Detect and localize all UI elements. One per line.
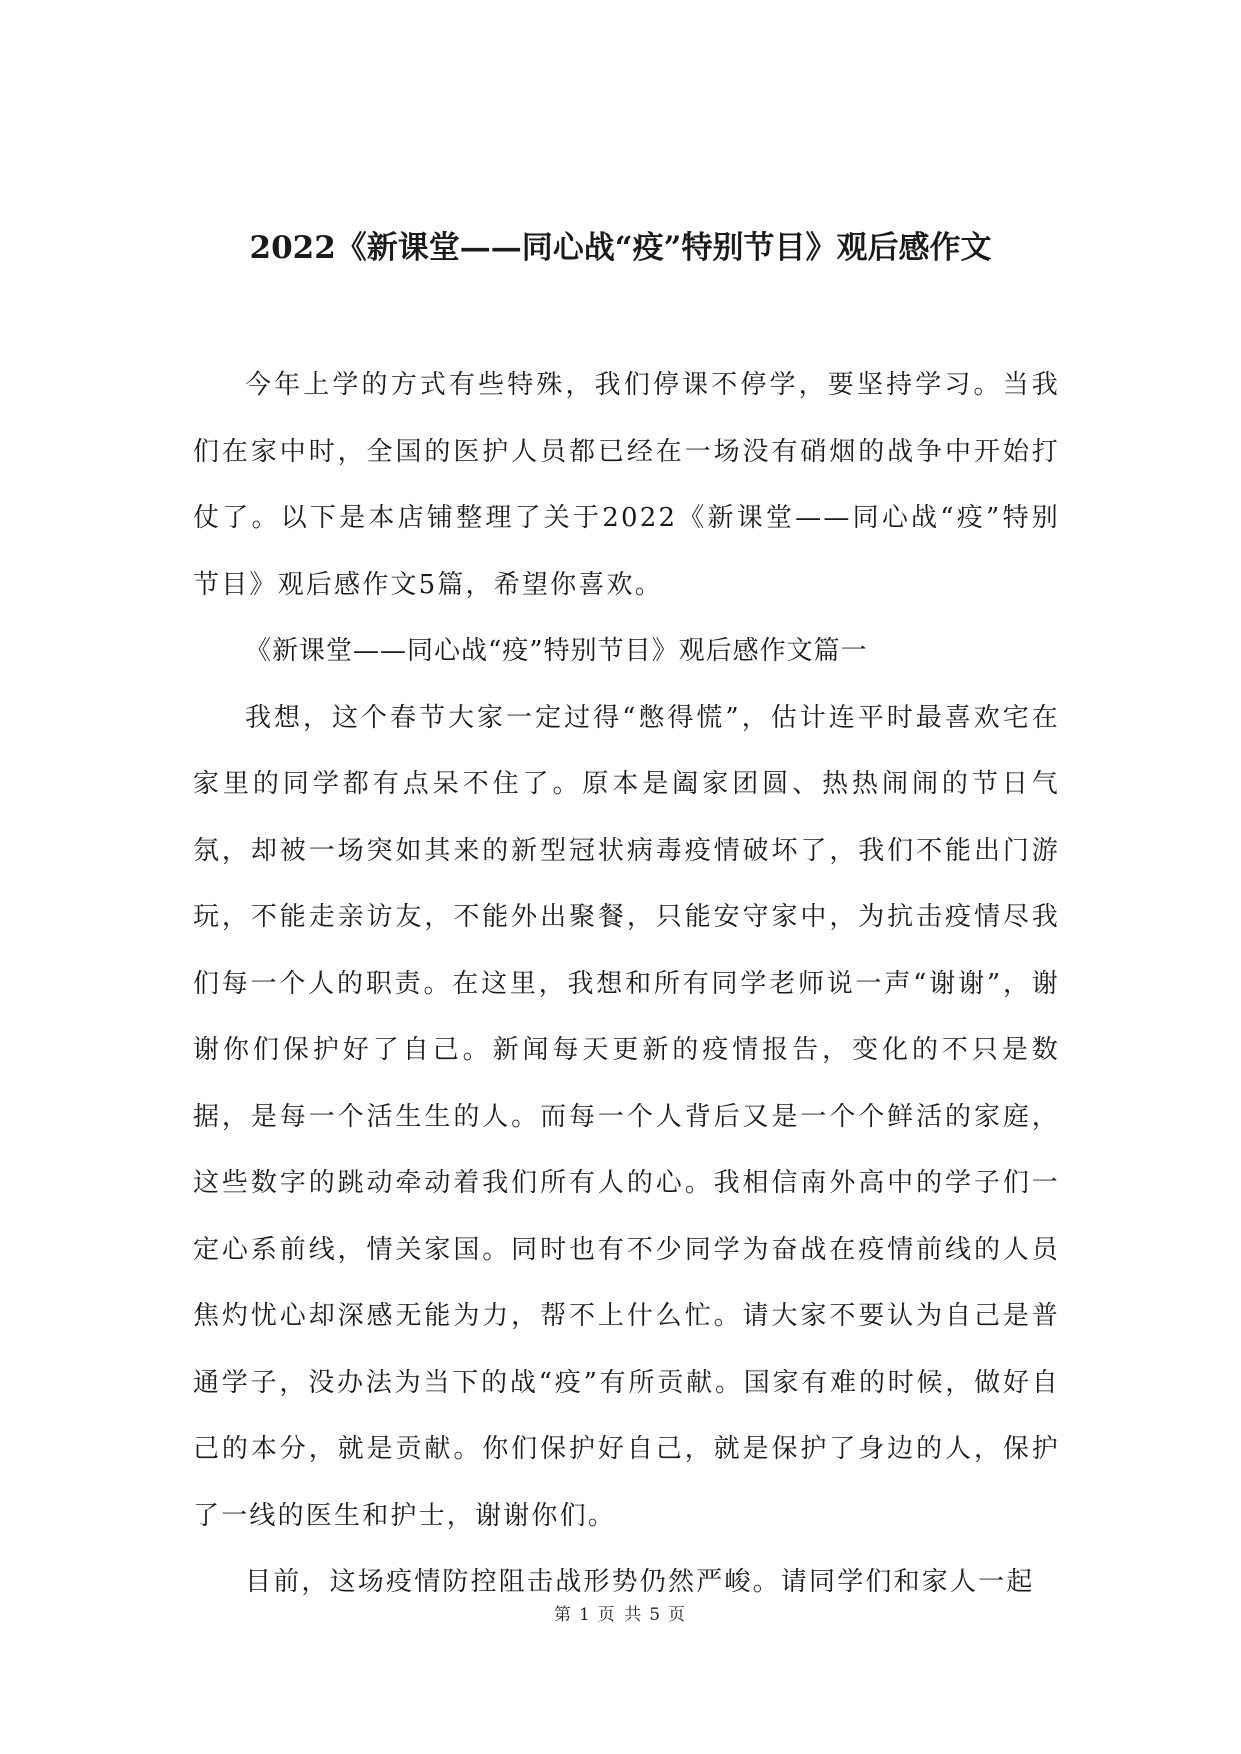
footer-total-pages: 5 <box>649 1605 663 1625</box>
footer-middle: 页 共 <box>597 1605 644 1625</box>
paragraph-body: 我想，这个春节大家一定过得“憋得慌”，估计连平时最喜欢宅在家里的同学都有点呆不住了。原本是阖家团圆、热热闹闹的节日气氛，却被一场突如其来的新型冠状病毒疫情破坏了，我们不能出门游玩，不能走亲访友，不能外出聚餐，只能安守家中，为抗击疫情尽我们每一个人的职责。在这里，我想和所有同学老师说一声“谢谢”，谢谢你们保护好了自己。新闻每天更新的疫情报告，变化的不只是数据，是每一个活生生的人。而每一个人背后又是一个个鲜活的家庭，这些数字的跳动牵动着我们所有人的心。我相信南外高中的学子们一定心系前线，情关家国。同时也有不少同学为奋战在疫情前线的人员焦灼忧心却深感无能为力，帮不上什么忙。请大家不要认为自己是普通学子，没办法为当下的战“疫”有所贡献。国家有难的时候，做好自己的本分，就是贡献。你们保护好自己，就是保护了身边的人，保护了一线的医生和护士，谢谢你们。 <box>193 702 1060 1531</box>
document-body <box>193 352 1060 1616</box>
section-heading: 《新课堂——同心战“疫”特别节目》观后感作文篇一 <box>245 636 868 666</box>
paragraph-continued: 目前，这场疫情防控阻击战形势仍然严峻。请同学们和家人一起 <box>245 1567 1035 1597</box>
paragraph-intro: 今年上学的方式有些特殊，我们停课不停学，要坚持学习。当我们在家中时，全国的医护人员都已经在一场没有硝烟的战争中开始打仗了。以下是本店铺整理了关于2022《新课堂——同心战“疫”特别节目》观后感作文5篇，希望你喜欢。 <box>193 370 1060 600</box>
footer-prefix: 第 <box>553 1605 573 1625</box>
footer-suffix: 页 <box>668 1605 688 1625</box>
page-footer <box>0 1600 1241 1625</box>
footer-current-page: 1 <box>578 1605 592 1625</box>
document-title: 2022《新课堂——同心战“疫”特别节目》观后感作文 <box>249 230 992 266</box>
